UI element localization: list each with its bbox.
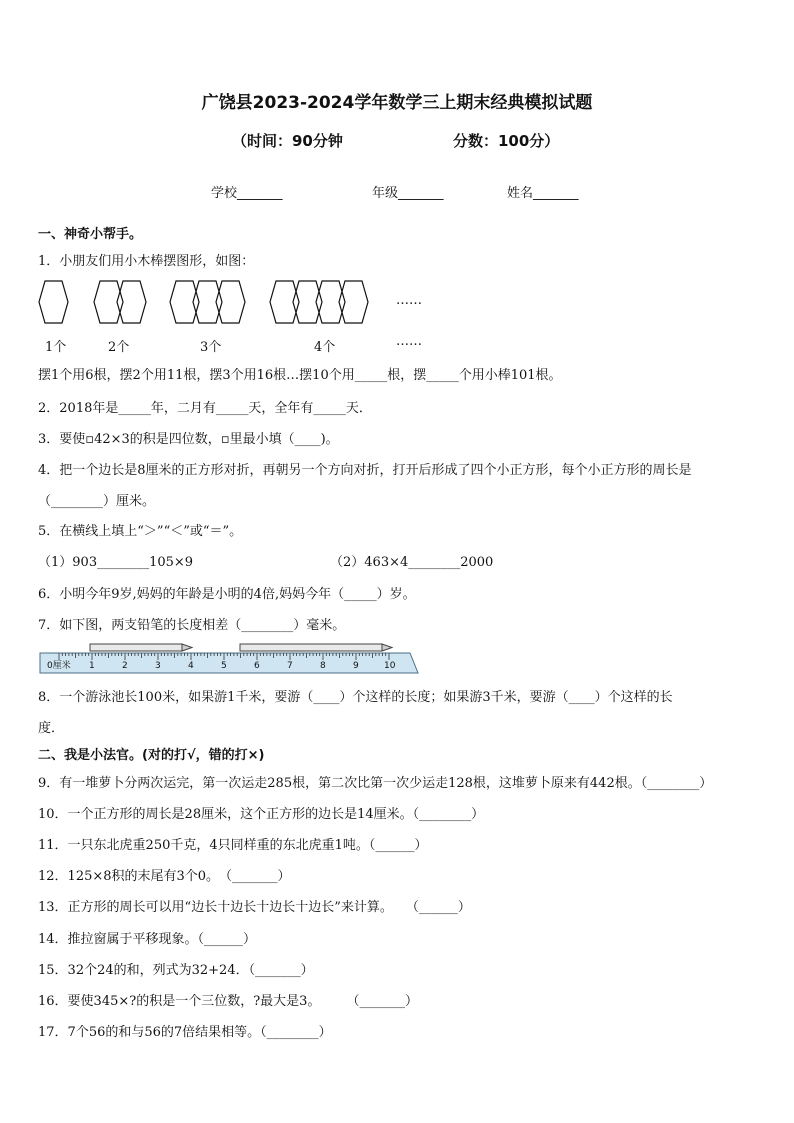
hexagon-shape <box>339 281 368 323</box>
question-1: 1．小朋友们用小木棒摆图形，如图： <box>38 254 255 269</box>
ruler-with-pencils <box>0 640 430 676</box>
question-16: 16．要使345×?的积是一个三位数，?最大是3。 （_______） <box>38 994 418 1009</box>
question-14: 14．推拉窗属于平移现象。（______） <box>38 932 257 947</box>
ruler-zero-label: 0厘米 <box>47 661 71 671</box>
ruler-label-9: 9 <box>353 661 359 671</box>
ruler-label-1: 1 <box>89 661 95 671</box>
ruler-label-8: 8 <box>320 661 326 671</box>
page-title: 广饶县2023-2024学年数学三上期末经典模拟试题 <box>201 93 593 113</box>
hexagon-shape <box>117 281 146 323</box>
question-9: 9．有一堆萝卜分两次运完，第一次运走285根，第二次比第一次少运走128根，这堆萝卜原来有442根。（________） <box>38 776 713 791</box>
name-field: 姓名_______ <box>507 186 579 201</box>
question-6: 6．小明今年9岁,妈妈的年龄是小明的4倍,妈妈今年（_____）岁。 <box>38 587 416 602</box>
school-field: 学校_______ <box>211 186 283 201</box>
continuation-dots: …… <box>396 293 422 308</box>
continuation-dots: …… <box>396 334 422 349</box>
question-8-line1: 8．一个游泳池长100米，如果游1千米，要游（____）个这样的长度；如果游3千米，要游（____）个这样的长 <box>38 690 673 705</box>
question-1-line: 摆1个用6根，摆2个用11根，摆3个用16根…摆10个用_____根，摆_____个用小棒101根。 <box>38 368 562 383</box>
hexagon-shape <box>39 281 68 323</box>
total-score: 分数：100分） <box>453 132 560 150</box>
ruler-label-2: 2 <box>122 661 128 671</box>
ruler-label-6: 6 <box>254 661 260 671</box>
section-1-heading: 一、神奇小帮手。 <box>38 227 143 242</box>
time-limit: （时间：90分钟 <box>232 132 343 150</box>
question-4-line1: 4．把一个边长是8厘米的正方形对折，再朝另一个方向对折，打开后形成了四个小正方形，每个小正方形的周长是 <box>38 463 692 478</box>
hexagon-shape <box>270 281 299 323</box>
question-7: 7．如下图，两支铅笔的长度相差（________）毫米。 <box>38 618 346 633</box>
pencil-2 <box>240 644 392 651</box>
ruler-label-3: 3 <box>155 661 161 671</box>
figure-caption-3: 3个 <box>200 340 222 355</box>
question-5: 5．在横线上填上“＞”“＜”或“＝”。 <box>38 524 243 539</box>
hexagon-shape <box>94 281 123 323</box>
hexagon-shape <box>193 281 222 323</box>
question-15: 15．32个24的和，列式为32+24．（_______） <box>38 963 314 978</box>
question-3: 3．要使▫42×3的积是四位数，▫里最小填（____)。 <box>38 432 339 447</box>
hexagon-shape <box>316 281 345 323</box>
question-4-line2: （________）厘米。 <box>38 494 156 509</box>
question-5-part-2: （2）463×4________2000 <box>330 555 494 570</box>
question-10: 10．一个正方形的周长是28厘米，这个正方形的边长是14厘米。（________） <box>38 807 485 822</box>
ruler-label-10: 10 <box>384 661 396 671</box>
question-2: 2．2018年是_____年，二月有_____天，全年有_____天． <box>38 401 372 416</box>
hexagon-shape <box>216 281 245 323</box>
question-8-line2: 度． <box>38 721 65 736</box>
grade-field: 年级_______ <box>372 186 444 201</box>
question-11: 11．一只东北虎重250千克，4只同样重的东北虎重1吨。（______） <box>38 838 428 853</box>
figure-caption-4: 4个 <box>314 340 336 355</box>
figure-caption-2: 2个 <box>108 340 130 355</box>
hexagon-shape <box>293 281 322 323</box>
question-12: 12．125×8积的末尾有3个0。 （_______） <box>38 869 291 884</box>
question-13: 13．正方形的周长可以用“边长十边长十边长十边长”来计算。 （______） <box>38 900 471 915</box>
figure-caption-1: 1个 <box>45 340 67 355</box>
hexagon-shape <box>170 281 199 323</box>
question-5-part-1: （1）903________105×9 <box>38 555 194 570</box>
section-2-heading: 二、我是小法官。(对的打√，错的打×) <box>38 748 265 763</box>
ruler-body <box>40 653 418 673</box>
ruler-label-7: 7 <box>287 661 293 671</box>
ruler-label-5: 5 <box>221 661 227 671</box>
question-17: 17．7个56的和与56的7倍结果相等。（________） <box>38 1025 332 1040</box>
ruler-label-4: 4 <box>188 661 194 671</box>
pencil-1 <box>90 644 192 651</box>
